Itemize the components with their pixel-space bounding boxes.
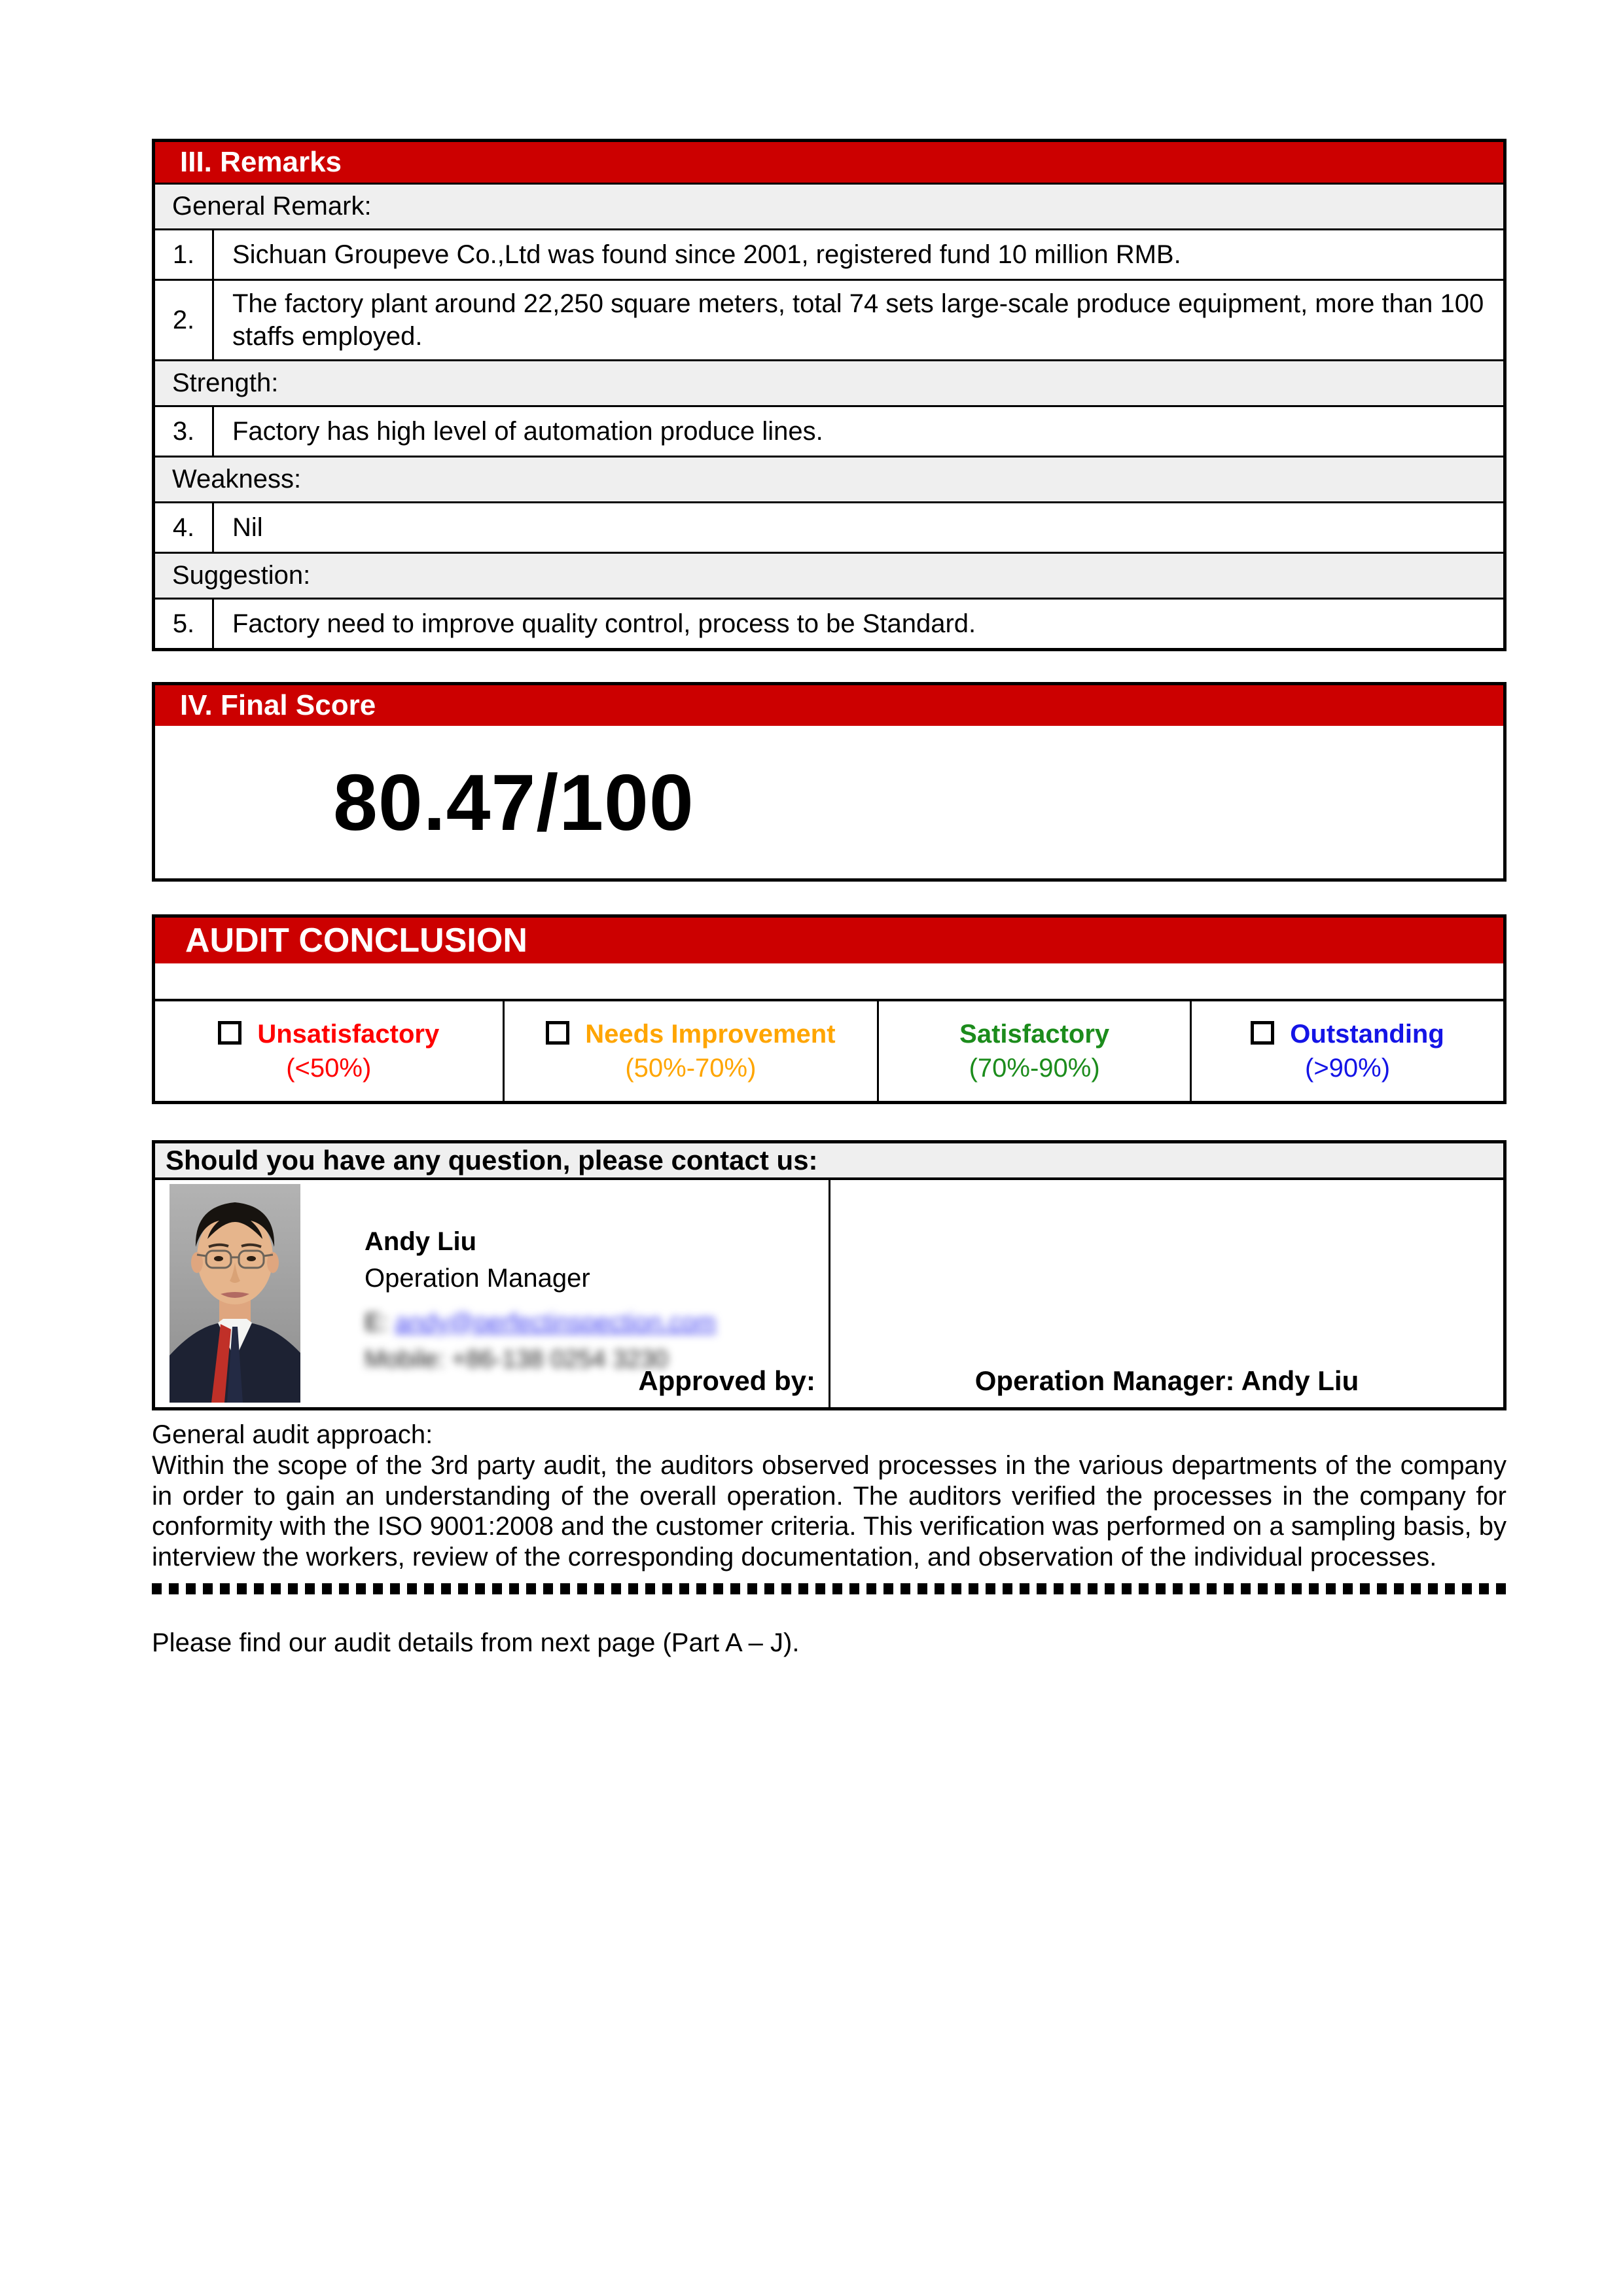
remarks-label-strength xyxy=(155,359,1503,405)
remark-row-2 xyxy=(155,279,1503,359)
remark-row-4 xyxy=(155,501,1503,552)
approver-name: Operation Manager: Andy Liu xyxy=(974,1365,1359,1396)
remark-text: Sichuan Groupeve Co.,Ltd was found since 2001, registered fund 10 million RMB. xyxy=(232,240,1181,269)
remarks-title: III. Remarks xyxy=(180,146,342,178)
approach-label: General audit approach: xyxy=(152,1420,433,1449)
label-text: Suggestion: xyxy=(172,561,311,590)
conclusion-option-range: (<50%) xyxy=(286,1054,372,1083)
remarks-section-header xyxy=(155,142,1503,183)
final-score-value: 80.47/100 xyxy=(333,757,694,847)
checkbox-unsatisfactory[interactable] xyxy=(218,1021,241,1045)
remark-text: Factory need to improve quality control, process to be Standard. xyxy=(232,609,976,638)
conclusion-cell-outstanding xyxy=(1192,1001,1503,1101)
label-text: Weakness: xyxy=(172,465,302,493)
contact-photo xyxy=(169,1184,300,1403)
final-score-section xyxy=(152,682,1507,882)
conclusion-option-range: (>90%) xyxy=(1305,1054,1391,1083)
remark-row-1 xyxy=(155,228,1503,279)
remark-row-3 xyxy=(155,405,1503,456)
remark-text: Nil xyxy=(232,513,263,542)
contact-section xyxy=(152,1140,1507,1410)
email-prefix: E: xyxy=(365,1309,395,1336)
contact-header-text: Should you have any question, please contact us: xyxy=(166,1145,818,1175)
contact-right-cell xyxy=(830,1180,1503,1407)
remark-row-5 xyxy=(155,598,1503,648)
conclusion-option xyxy=(1251,1017,1444,1085)
conclusion-option-range: (70%-90%) xyxy=(969,1054,1100,1083)
contact-left-cell xyxy=(155,1180,830,1407)
contact-name: Andy Liu xyxy=(365,1227,477,1256)
remark-text: The factory plant around 22,250 square meters, total 74 sets large-scale produce equipment, more than 100 staffs employed. xyxy=(232,289,1484,351)
audit-conclusion-title: AUDIT CONCLUSION xyxy=(185,922,527,960)
approved-by-label: Approved by: xyxy=(638,1365,815,1396)
final-score-box xyxy=(155,726,1503,878)
contact-email-line xyxy=(365,1308,716,1338)
final-score-header xyxy=(155,685,1503,726)
contact-info xyxy=(365,1226,716,1374)
remarks-label-weakness xyxy=(155,456,1503,501)
conclusion-cell-unsatisfactory xyxy=(155,1001,505,1101)
dashed-divider xyxy=(152,1583,1507,1594)
remarks-label-general xyxy=(155,183,1503,228)
approach-body: Within the scope of the 3rd party audit, the auditors observed processes in the various departments of the company in order to gain an understanding of the overall operation. The auditors verified the processes in the company for conformity with the ISO 9001:2008 and the customer criteria. This verification was performed on a sampling basis, by interview the workers, review of the corresponding documentation, and observation of the individual processes. xyxy=(152,1450,1507,1572)
remark-number: 2. xyxy=(155,281,214,359)
audit-conclusion-header xyxy=(155,918,1503,963)
label-text: General Remark: xyxy=(172,192,372,221)
contact-body xyxy=(155,1180,1503,1407)
final-score-title: IV. Final Score xyxy=(180,689,376,721)
remarks-label-suggestion xyxy=(155,552,1503,598)
contact-mobile-line: Mobile: +86-138 0254 3230 xyxy=(365,1345,668,1373)
checkbox-outstanding[interactable] xyxy=(1251,1021,1274,1045)
audit-conclusion-section xyxy=(152,914,1507,1104)
remark-number: 1. xyxy=(155,230,214,279)
remark-number: 4. xyxy=(155,503,214,552)
conclusion-cell-needs-improvement xyxy=(505,1001,880,1101)
conclusion-option-label: Unsatisfactory xyxy=(257,1020,440,1049)
conclusion-option-label: Needs Improvement xyxy=(585,1020,836,1049)
conclusion-option xyxy=(546,1017,835,1085)
audit-conclusion-options-row xyxy=(155,1001,1503,1101)
label-text: Strength: xyxy=(172,368,279,397)
conclusion-option-label: Satisfactory xyxy=(959,1020,1110,1049)
conclusion-option-range: (50%-70%) xyxy=(625,1054,757,1083)
contact-header xyxy=(155,1143,1503,1180)
remark-number: 3. xyxy=(155,407,214,456)
remark-number: 5. xyxy=(155,600,214,648)
conclusion-option xyxy=(218,1017,439,1085)
page-content xyxy=(152,139,1507,1658)
email-link[interactable]: andy@perfectinspection.com xyxy=(395,1309,717,1336)
conclusion-cell-satisfactory xyxy=(879,1001,1192,1101)
checkbox-needs-improvement[interactable] xyxy=(546,1021,569,1045)
remarks-section xyxy=(152,139,1507,651)
footer-note: Please find our audit details from next page (Part A – J). xyxy=(152,1628,800,1657)
audit-approach-section xyxy=(152,1420,1507,1573)
conclusion-option xyxy=(959,1017,1109,1085)
remark-text: Factory has high level of automation produce lines. xyxy=(232,417,823,446)
contact-role: Operation Manager xyxy=(365,1264,590,1293)
conclusion-option-label: Outstanding xyxy=(1290,1020,1444,1049)
audit-conclusion-spacer-row xyxy=(155,963,1503,1001)
